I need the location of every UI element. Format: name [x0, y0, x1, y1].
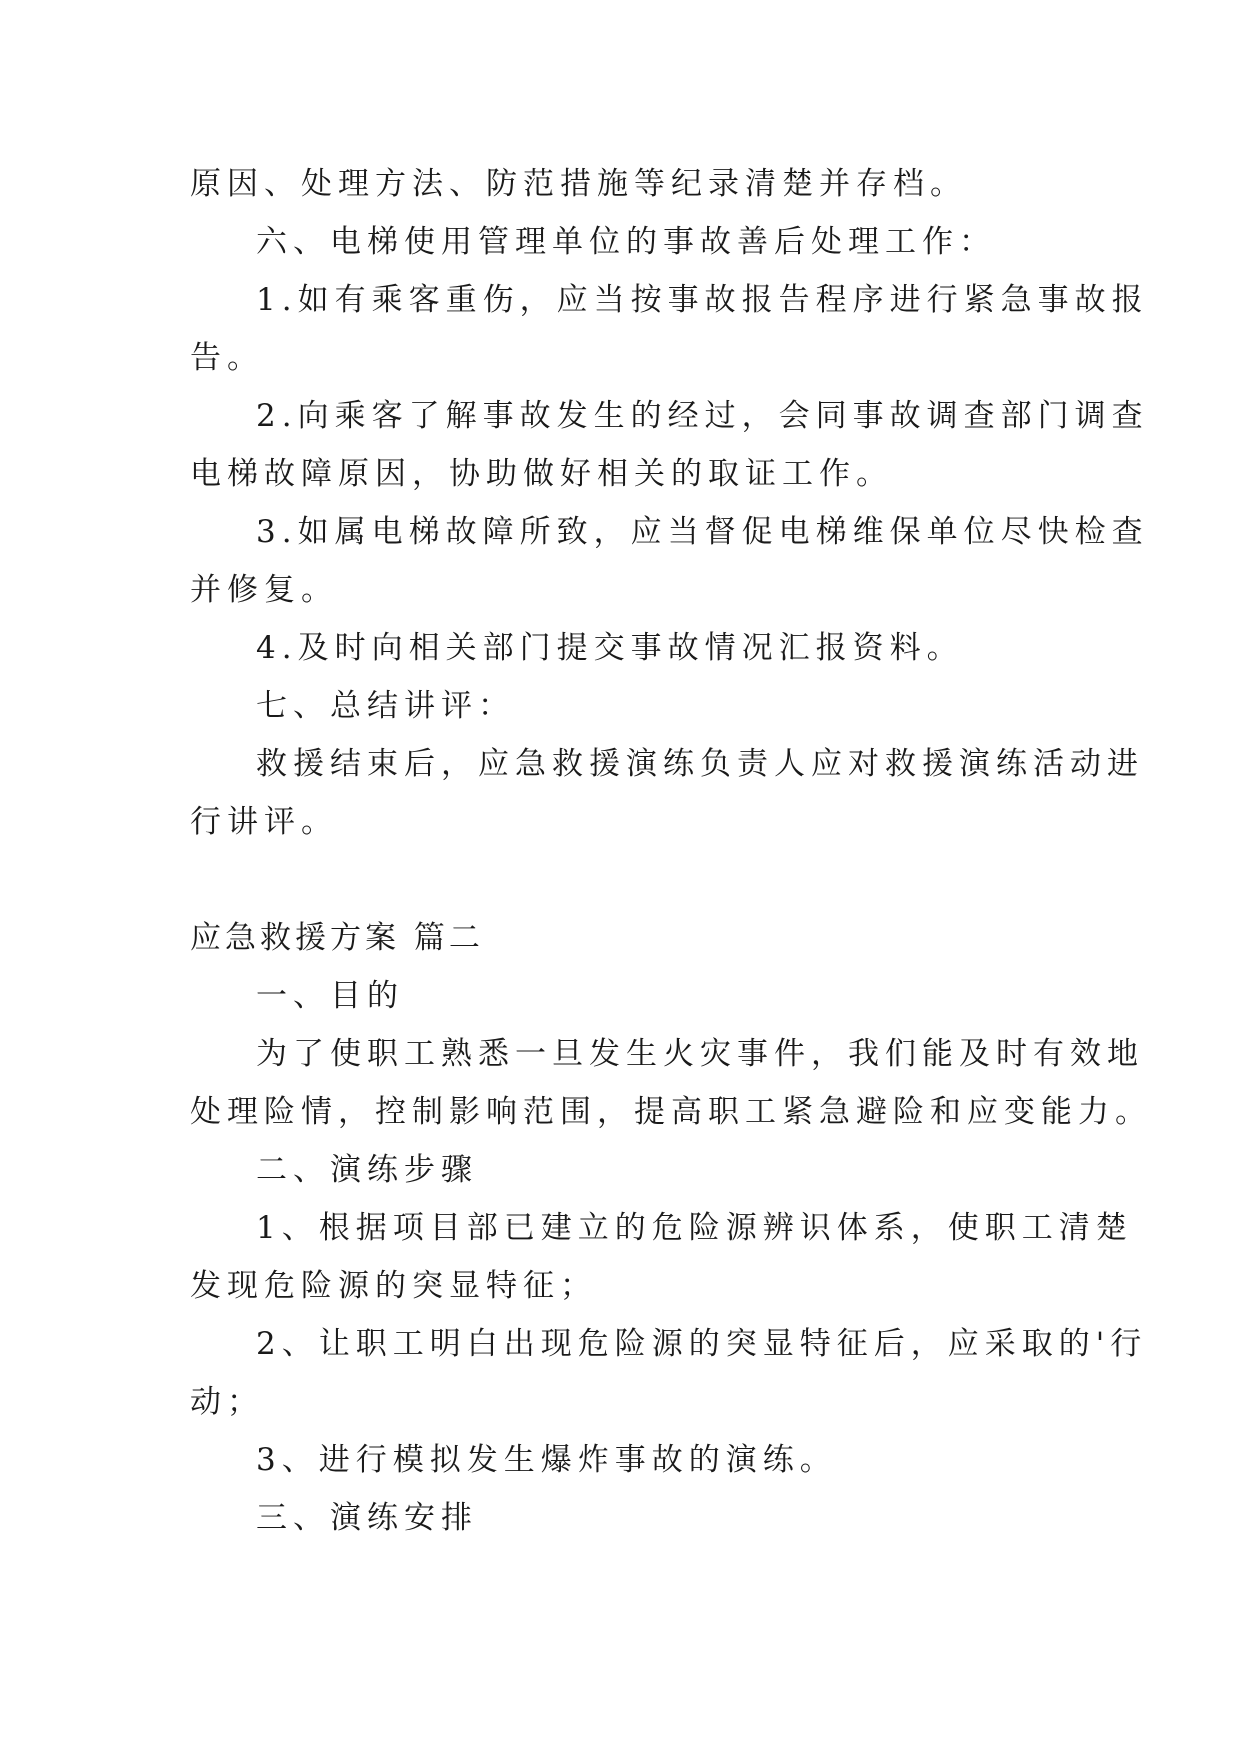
text-line: 原因、处理方法、防范措施等纪录清楚并存档。	[190, 166, 967, 202]
section-heading: 二、演练步骤	[256, 1152, 478, 1188]
text-line: 行讲评。	[190, 804, 338, 840]
list-item: 2、让职工明白出现危险源的突显特征后，应采取的'行	[256, 1326, 1148, 1362]
text-line: 处理险情，控制影响范围，提高职工紧急避险和应变能力。	[190, 1094, 1152, 1130]
list-item: 1、根据项目部已建立的危险源辨识体系，使职工清楚	[256, 1210, 1133, 1246]
paragraph-line: 救援结束后，应急救援演练负责人应对救援演练活动进	[256, 746, 1144, 782]
text-line: 动；	[190, 1384, 264, 1420]
section-heading: 六、电梯使用管理单位的事故善后处理工作：	[256, 224, 996, 260]
list-item: 2.向乘客了解事故发生的经过，会同事故调查部门调查	[256, 398, 1149, 434]
section-heading: 三、演练安排	[256, 1500, 478, 1536]
text-line: 电梯故障原因，协助做好相关的取证工作。	[190, 456, 893, 492]
paragraph-line: 为了使职工熟悉一旦发生火灾事件，我们能及时有效地	[256, 1036, 1144, 1072]
section-heading: 一、目的	[256, 978, 404, 1014]
section-heading: 七、总结讲评：	[256, 688, 515, 724]
text-line: 告。	[190, 340, 264, 376]
list-item: 3.如属电梯故障所致，应当督促电梯维保单位尽快检查	[256, 514, 1149, 550]
text-line: 并修复。	[190, 572, 338, 608]
text-line: 发现危险源的突显特征；	[190, 1268, 597, 1304]
document-title: 应急救援方案 篇二	[190, 920, 484, 956]
list-item: 1.如有乘客重伤，应当按事故报告程序进行紧急事故报	[256, 282, 1149, 318]
list-item: 3、进行模拟发生爆炸事故的演练。	[256, 1442, 837, 1478]
list-item: 4.及时向相关部门提交事故情况汇报资料。	[256, 630, 964, 666]
